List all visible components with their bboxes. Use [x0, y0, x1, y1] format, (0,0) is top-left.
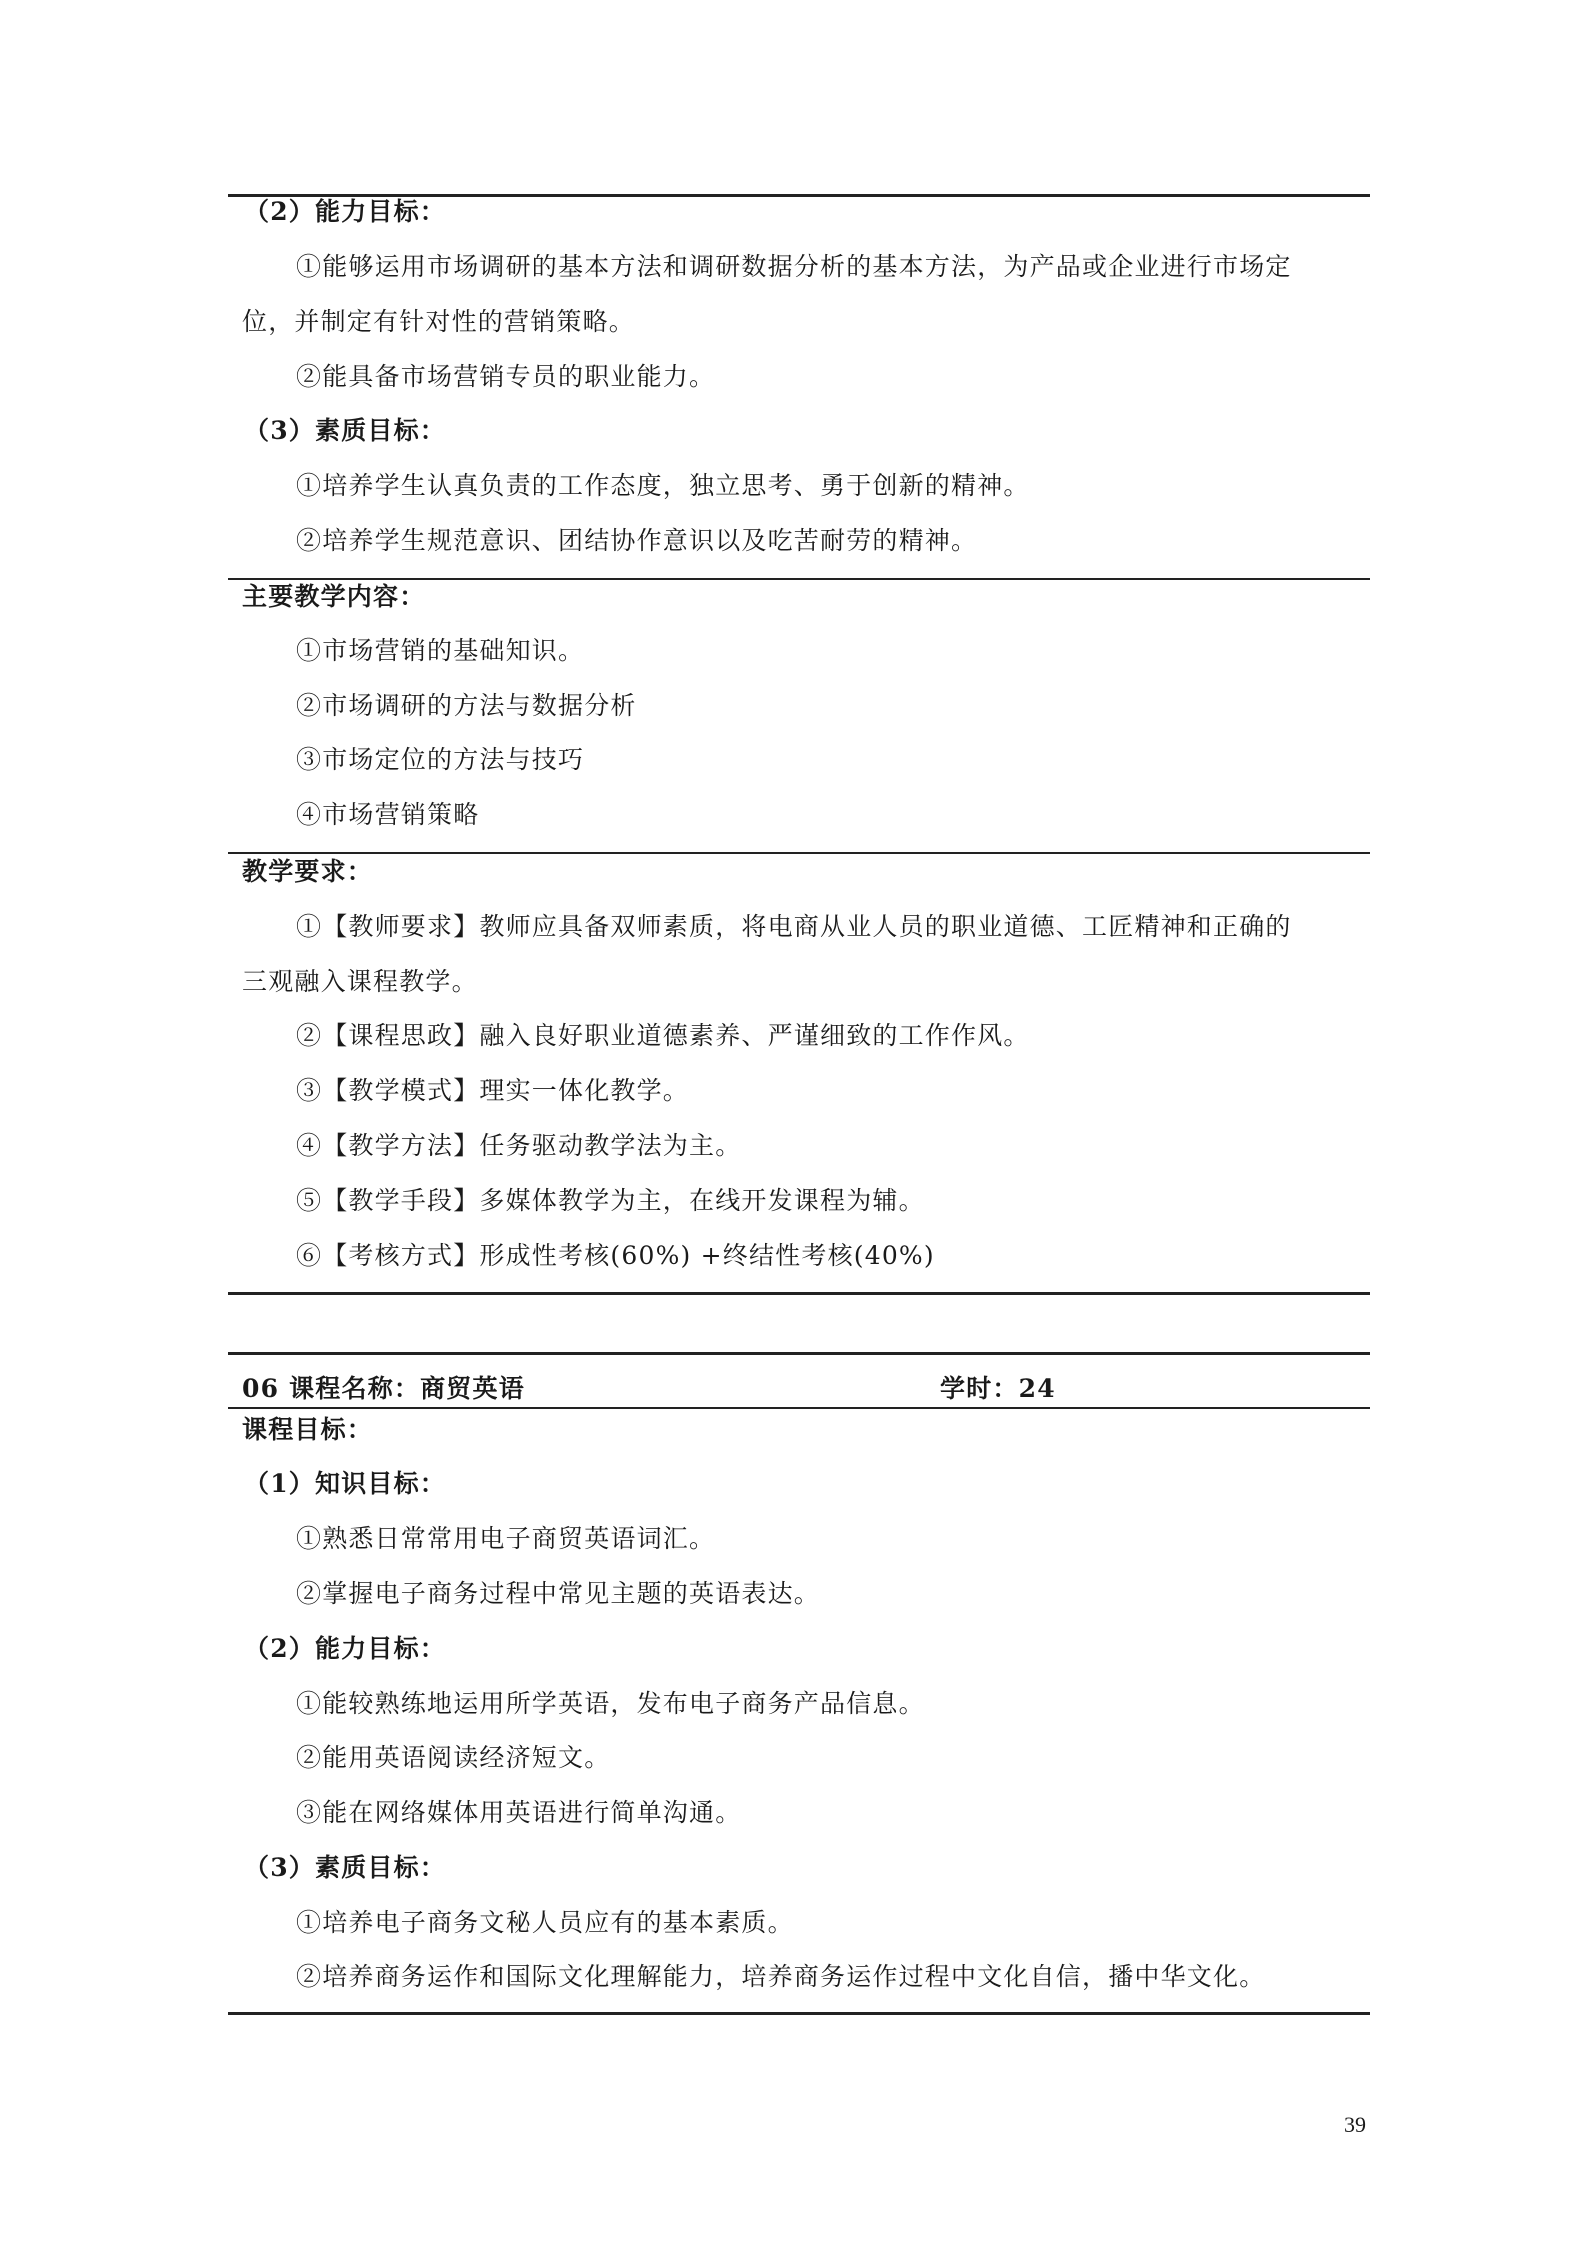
ability-item-1-cont: 位，并制定有针对性的营销策略。 [242, 307, 636, 336]
page-number: 39 [1344, 2112, 1366, 2137]
quality-item-2: ②培养学生规范意识、团结协作意识以及吃苦耐劳的精神。 [296, 526, 978, 555]
table-bottom-rule [228, 1292, 1370, 1295]
course06-header-rule [228, 1407, 1370, 1409]
course06-goals-heading: 课程目标： [242, 1415, 374, 1444]
ability-item-2: ②能具备市场营销专员的职业能力。 [296, 362, 716, 391]
requirement-item-4: ④【教学方法】任务驱动教学法为主。 [296, 1131, 742, 1160]
course06-knowledge-item: ②掌握电子商务过程中常见主题的英语表达。 [296, 1579, 821, 1608]
requirement-item-3: ③【教学模式】理实一体化教学。 [296, 1076, 690, 1105]
requirements-heading: 教学要求： [242, 857, 374, 886]
course06-ability-heading: （2）能力目标： [244, 1634, 446, 1663]
course06-title: 06 课程名称：商贸英语 [242, 1374, 525, 1403]
requirement-item-5: ⑤【教学手段】多媒体教学为主，在线开发课程为辅。 [296, 1186, 925, 1215]
course06-ability-item: ①能较熟练地运用所学英语，发布电子商务产品信息。 [296, 1689, 925, 1718]
quality-heading: （3）素质目标： [244, 416, 446, 445]
content-item: ①市场营销的基础知识。 [296, 636, 585, 665]
requirements-divider-rule [228, 852, 1370, 854]
content-divider-rule [228, 578, 1370, 580]
course06-quality-heading: （3）素质目标： [244, 1853, 446, 1882]
content-item: ②市场调研的方法与数据分析 [296, 691, 637, 720]
course06-bottom-rule [228, 2012, 1370, 2015]
content-item: ③市场定位的方法与技巧 [296, 745, 585, 774]
course06-ability-item: ③能在网络媒体用英语进行简单沟通。 [296, 1798, 742, 1827]
ability-heading: （2）能力目标： [244, 197, 446, 226]
requirement-item-6: ⑥【考核方式】形成性考核(60%) +终结性考核(40%) [296, 1241, 935, 1270]
course06-quality-item: ②培养商务运作和国际文化理解能力，培养商务运作过程中文化自信，播中华文化。 [296, 1962, 1266, 1991]
course06-top-rule [228, 1352, 1370, 1355]
requirement-item-2: ②【课程思政】融入良好职业道德素养、严谨细致的工作作风。 [296, 1021, 1030, 1050]
content-heading: 主要教学内容： [242, 582, 426, 611]
ability-item-1: ①能够运用市场调研的基本方法和调研数据分析的基本方法，为产品或企业进行市场定 [296, 252, 1292, 281]
course06-hours: 学时：24 [940, 1374, 1056, 1403]
course06-knowledge-heading: （1）知识目标： [244, 1469, 446, 1498]
content-item: ④市场营销策略 [296, 800, 480, 829]
quality-item-1: ①培养学生认真负责的工作态度，独立思考、勇于创新的精神。 [296, 471, 1030, 500]
course06-knowledge-item: ①熟悉日常常用电子商贸英语词汇。 [296, 1524, 716, 1553]
course06-ability-item: ②能用英语阅读经济短文。 [296, 1743, 611, 1772]
course06-quality-item: ①培养电子商务文秘人员应有的基本素质。 [296, 1908, 794, 1937]
requirement-item-1: ①【教师要求】教师应具备双师素质，将电商从业人员的职业道德、工匠精神和正确的 [296, 912, 1292, 941]
requirement-item-1-cont: 三观融入课程教学。 [242, 967, 478, 996]
